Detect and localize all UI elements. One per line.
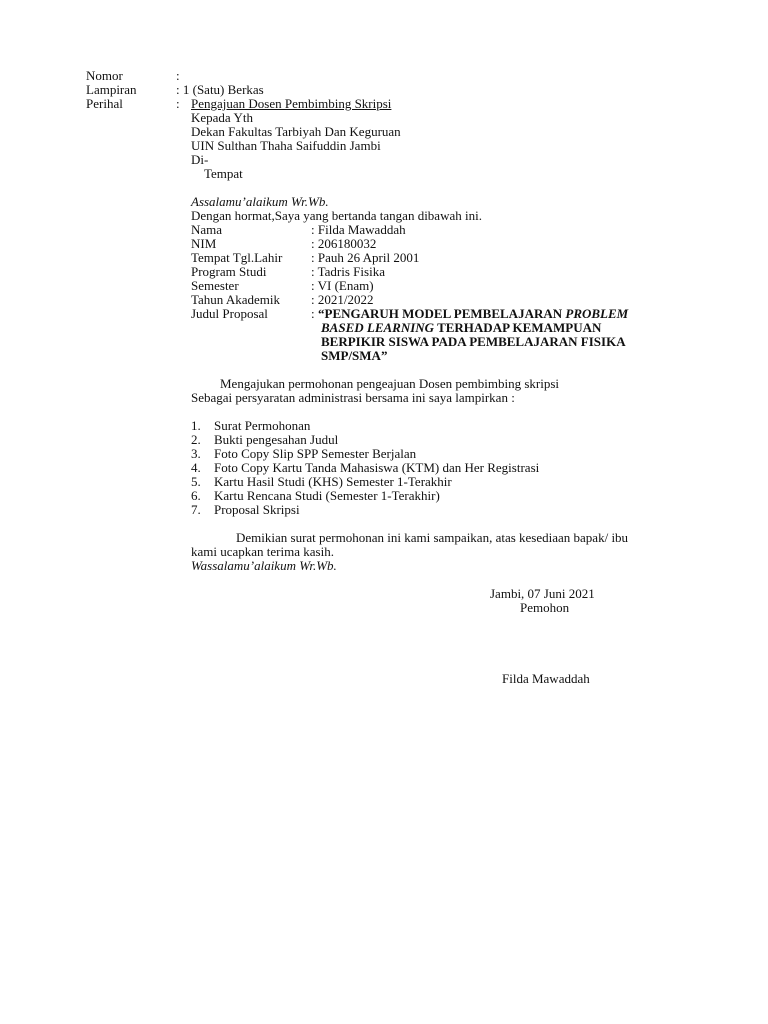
intro: Dengan hormat,Saya yang bertanda tangan dibawah ini. (191, 208, 482, 223)
proposal-label: Judul Proposal (191, 306, 268, 321)
attachment-number: 1. (191, 418, 201, 433)
attachment-item: Proposal Skripsi (214, 502, 300, 517)
attachment-number: 3. (191, 446, 201, 461)
identity-value: : 206180032 (311, 236, 377, 251)
signature-name: Filda Mawaddah (502, 671, 590, 686)
perihal-value: Pengajuan Dosen Pembimbing Skripsi (191, 96, 392, 111)
identity-label: Nama (191, 222, 223, 237)
attachment-item: Surat Permohonan (214, 418, 311, 433)
proposal-colon: : (311, 306, 315, 321)
proposal-title-text: “PENGARUH MODEL PEMBELAJARAN (318, 306, 566, 321)
identity-label: Semester (191, 278, 239, 293)
signature-place-date: Jambi, 07 Juni 2021 (490, 586, 595, 601)
closing-line-2: kami ucapkan terima kasih. (191, 544, 334, 559)
recipient-line-5: Tempat (204, 166, 243, 181)
signature-role: Pemohon (520, 600, 570, 615)
greeting: Assalamu’alaikum Wr.Wb. (191, 194, 329, 209)
attachment-number: 5. (191, 474, 201, 489)
attachment-item: Foto Copy Slip SPP Semester Berjalan (214, 446, 417, 461)
closing-line-1: Demikian surat permohonan ini kami sampaikan, atas kesediaan bapak/ ibu (236, 530, 629, 545)
recipient-line-1: Kepada Yth (191, 110, 253, 125)
attachment-item: Foto Copy Kartu Tanda Mahasiswa (KTM) dan Her Registrasi (214, 460, 540, 475)
perihal-colon: : (176, 96, 180, 111)
recipient-line-4: Di- (191, 152, 209, 167)
proposal-title-line-3: BERPIKIR SISWA PADA PEMBELAJARAN FISIKA (321, 334, 626, 349)
closing-salam: Wassalamu’alaikum Wr.Wb. (191, 558, 337, 573)
proposal-title-line-4: SMP/SMA” (321, 348, 388, 363)
attachment-item: Kartu Rencana Studi (Semester 1-Terakhir) (214, 488, 440, 503)
identity-label: Tempat Tgl.Lahir (191, 250, 283, 265)
attachment-number: 2. (191, 432, 201, 447)
recipient-line-2: Dekan Fakultas Tarbiyah Dan Keguruan (191, 124, 401, 139)
nomor-label: Nomor (86, 68, 123, 83)
proposal-title-italic: BASED LEARNING (321, 320, 435, 335)
attachment-item: Kartu Hasil Studi (KHS) Semester 1-Terakhir (214, 474, 452, 489)
perihal-label: Perihal (86, 96, 123, 111)
attachment-number: 6. (191, 488, 201, 503)
identity-value: : Tadris Fisika (311, 264, 385, 279)
body-paragraph-2: Sebagai persyaratan administrasi bersama ini saya lampirkan : (191, 390, 515, 405)
lampiran-label: Lampiran (86, 82, 137, 97)
recipient-line-3: UIN Sulthan Thaha Saifuddin Jambi (191, 138, 381, 153)
proposal-title-italic: PROBLEM (565, 306, 629, 321)
identity-label: Tahun Akademik (191, 292, 280, 307)
identity-label: Program Studi (191, 264, 267, 279)
identity-value: : 2021/2022 (311, 292, 374, 307)
identity-value: : VI (Enam) (311, 278, 374, 293)
identity-value: : Filda Mawaddah (311, 222, 406, 237)
identity-value: : Pauh 26 April 2001 (311, 250, 420, 265)
lampiran-value: : 1 (Satu) Berkas (176, 82, 264, 97)
attachment-number: 7. (191, 502, 201, 517)
body-paragraph-1: Mengajukan permohonan pengeajuan Dosen pembimbing skripsi (220, 376, 560, 391)
nomor-value: : (176, 68, 180, 83)
proposal-title-text: TERHADAP KEMAMPUAN (434, 320, 602, 335)
proposal-title-line-1 (318, 307, 628, 321)
identity-label: NIM (191, 236, 217, 251)
attachment-number: 4. (191, 460, 201, 475)
attachment-item: Bukti pengesahan Judul (214, 432, 339, 447)
proposal-title-line-2 (321, 321, 601, 335)
